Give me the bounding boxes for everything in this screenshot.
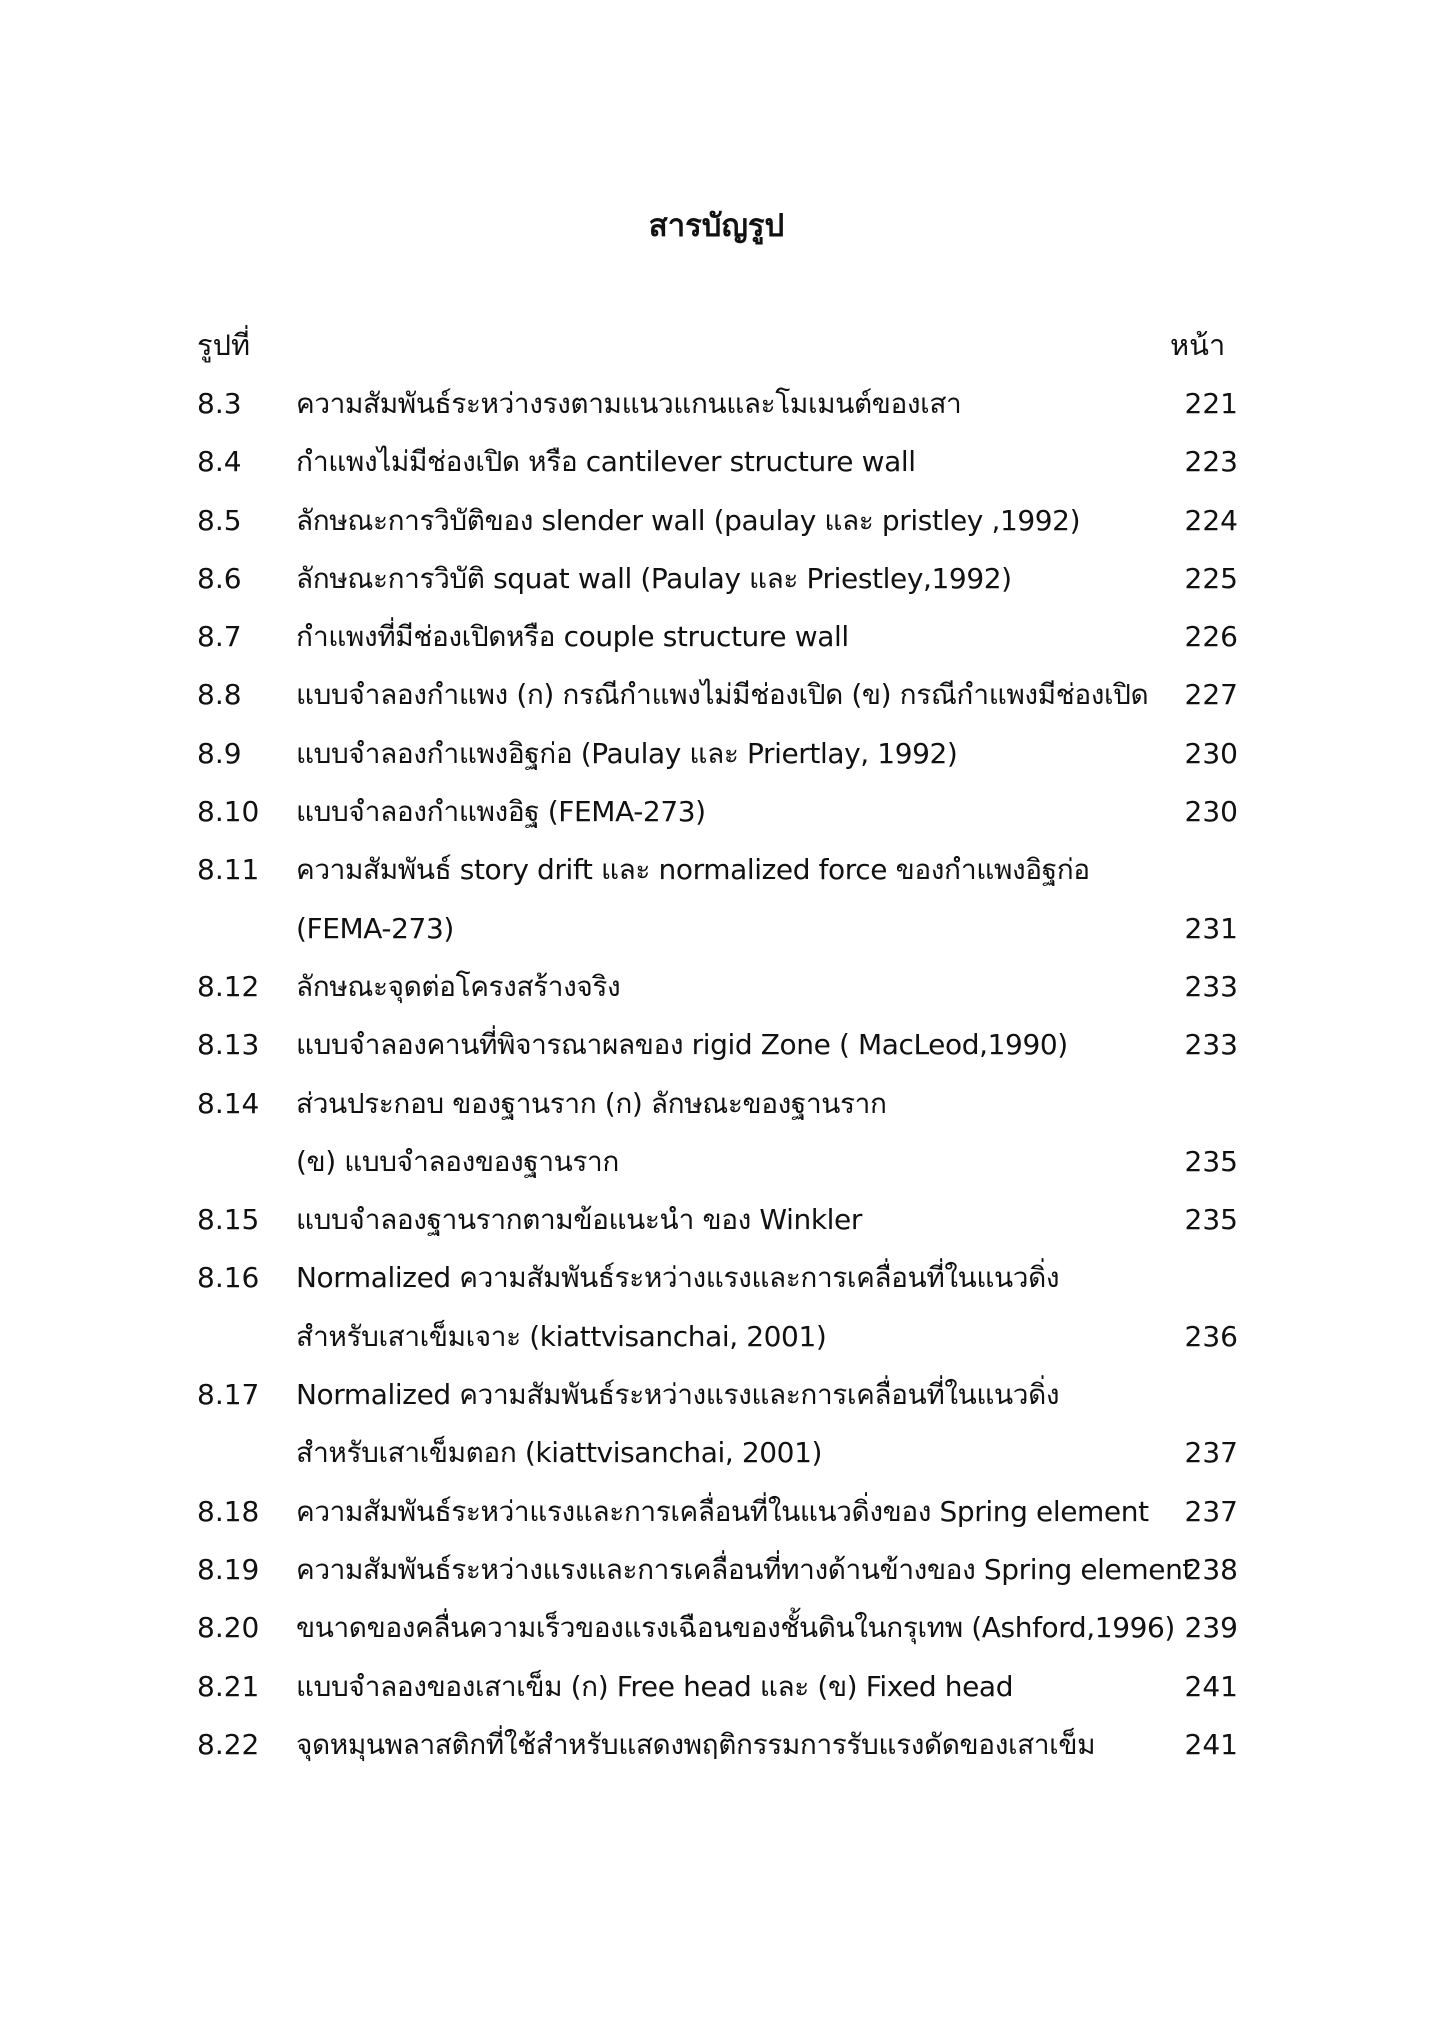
figure-number: 8.9 xyxy=(197,736,242,770)
page-number: 238 xyxy=(1184,1552,1238,1586)
figure-list xyxy=(0,375,1433,1774)
page-number: 233 xyxy=(1184,969,1238,1003)
list-item xyxy=(0,375,1433,433)
list-item xyxy=(0,958,1433,1016)
page-number: 235 xyxy=(1184,1203,1238,1237)
figure-caption: แบบจำลองกำแพงอิฐ (FEMA-273) xyxy=(296,795,706,829)
page-number: 239 xyxy=(1184,1611,1238,1645)
figure-caption: สำหรับเสาเข็มตอก (kiattvisanchai, 2001) xyxy=(296,1436,823,1470)
figure-caption: ความสัมพันธ์ระหว่างรงตามแนวแกนและโมเมนต์ของเสา xyxy=(296,387,962,420)
figure-number: 8.17 xyxy=(197,1378,260,1412)
figure-number: 8.22 xyxy=(197,1727,260,1761)
figure-caption: ส่วนประกอบ ของฐานราก (ก) ลักษณะของฐานราก xyxy=(296,1086,887,1120)
figure-number: 8.14 xyxy=(197,1086,260,1120)
list-item xyxy=(0,1716,1433,1774)
page-number: 241 xyxy=(1184,1669,1238,1703)
page-number: 221 xyxy=(1184,387,1238,420)
figure-number: 8.8 xyxy=(197,678,242,712)
figure-number: 8.3 xyxy=(197,387,242,420)
figure-caption: ความสัมพันธ์ระหว่างแรงและการเคลื่อนที่ทางด้านข้างของ Spring element xyxy=(296,1552,1193,1586)
figure-number: 8.15 xyxy=(197,1203,260,1237)
figure-caption: กำแพงไม่มีช่องเปิด หรือ cantilever structure wall xyxy=(296,445,916,479)
list-item xyxy=(0,1191,1433,1249)
figure-number: 8.4 xyxy=(197,445,242,479)
list-item xyxy=(0,725,1433,783)
page-title: สารบัญรูป xyxy=(648,208,785,244)
page-number: 230 xyxy=(1184,795,1238,829)
figure-caption: ลักษณะจุดต่อโครงสร้างจริง xyxy=(296,969,621,1003)
list-item xyxy=(0,1483,1433,1541)
page-number: 224 xyxy=(1184,503,1238,537)
page-number: 233 xyxy=(1184,1028,1238,1062)
figure-caption: ความสัมพันธ์ story drift และ normalized force ของกำแพงอิฐก่อ xyxy=(296,853,1090,887)
figure-caption: (FEMA-273) xyxy=(296,911,454,945)
list-item xyxy=(0,608,1433,666)
column-header-figure: รูปที่ xyxy=(197,328,251,362)
figure-number: 8.10 xyxy=(197,795,260,829)
figure-caption: จุดหมุนพลาสติกที่ใช้สำหรับแสดงพฤติกรรมการรับแรงดัดของเสาเข็ม xyxy=(296,1727,1096,1761)
list-item xyxy=(0,666,1433,724)
figure-number: 8.6 xyxy=(197,561,242,595)
figure-caption: ความสัมพันธ์ระหว่าแรงและการเคลื่อนที่ในแนวดิ่งของ Spring element xyxy=(296,1494,1149,1528)
figure-number: 8.13 xyxy=(197,1028,260,1062)
list-item xyxy=(0,492,1433,550)
list-item xyxy=(0,1308,1433,1366)
list-item xyxy=(0,433,1433,491)
list-item xyxy=(0,1599,1433,1657)
page-number: 231 xyxy=(1184,911,1238,945)
figure-caption: ลักษณะการวิบัติ squat wall (Paulay และ Priestley,1992) xyxy=(296,561,1012,595)
figure-caption: แบบจำลองคานที่พิจารณาผลของ rigid Zone ( MacLeod,1990) xyxy=(296,1028,1068,1062)
figure-caption: สำหรับเสาเข็มเจาะ (kiattvisanchai, 2001) xyxy=(296,1319,827,1353)
column-header-page: หน้า xyxy=(1170,328,1226,362)
figure-number: 8.19 xyxy=(197,1552,260,1586)
page-number: 237 xyxy=(1184,1436,1238,1470)
list-item xyxy=(0,1658,1433,1716)
figure-number: 8.16 xyxy=(197,1261,260,1295)
list-item xyxy=(0,1424,1433,1482)
figure-caption: (ข) แบบจำลองของฐานราก xyxy=(296,1144,619,1178)
page-number: 227 xyxy=(1184,678,1238,712)
list-item xyxy=(0,1016,1433,1074)
list-item xyxy=(0,1133,1433,1191)
figure-caption: Normalized ความสัมพันธ์ระหว่างแรงและการเคลื่อนที่ในแนวดิ่ง xyxy=(296,1378,1060,1412)
figure-caption: แบบจำลองกำแพง (ก) กรณีกำแพงไม่มีช่องเปิด (ข) กรณีกำแพงมีช่องเปิด xyxy=(296,678,1149,712)
figure-number: 8.5 xyxy=(197,503,242,537)
figure-caption: Normalized ความสัมพันธ์ระหว่างแรงและการเคลื่อนที่ในแนวดิ่ง xyxy=(296,1261,1060,1295)
figure-number: 8.12 xyxy=(197,969,260,1003)
figure-number: 8.7 xyxy=(197,620,242,654)
page-number: 241 xyxy=(1184,1727,1238,1761)
list-item xyxy=(0,841,1433,899)
page-number: 225 xyxy=(1184,561,1238,595)
list-item xyxy=(0,783,1433,841)
page-number: 226 xyxy=(1184,620,1238,654)
list-item xyxy=(0,900,1433,958)
figure-caption: ขนาดของคลื่นความเร็วของแรงเฉือนของชั้นดินในกรุเทพ (Ashford,1996) xyxy=(296,1611,1175,1645)
page-number: 236 xyxy=(1184,1319,1238,1353)
list-item xyxy=(0,1075,1433,1133)
page-number: 223 xyxy=(1184,445,1238,479)
figure-number: 8.11 xyxy=(197,853,260,887)
page-number: 235 xyxy=(1184,1144,1238,1178)
list-item xyxy=(0,550,1433,608)
list-item xyxy=(0,1249,1433,1307)
figure-number: 8.20 xyxy=(197,1611,260,1645)
figure-caption: แบบจำลองของเสาเข็ม (ก) Free head และ (ข) Fixed head xyxy=(296,1669,1014,1703)
page-number: 237 xyxy=(1184,1494,1238,1528)
figure-caption: แบบจำลองกำแพงอิฐก่อ (Paulay และ Priertlay, 1992) xyxy=(296,736,958,770)
figure-caption: กำแพงที่มีช่องเปิดหรือ couple structure wall xyxy=(296,620,849,654)
list-item xyxy=(0,1366,1433,1424)
figure-caption: ลักษณะการวิบัติของ slender wall (paulay และ pristley ,1992) xyxy=(296,503,1081,537)
page-number: 230 xyxy=(1184,736,1238,770)
figure-number: 8.18 xyxy=(197,1494,260,1528)
figure-number: 8.21 xyxy=(197,1669,260,1703)
list-item xyxy=(0,1541,1433,1599)
figure-caption: แบบจำลองฐานรากตามข้อแนะนำ ของ Winkler xyxy=(296,1203,862,1237)
